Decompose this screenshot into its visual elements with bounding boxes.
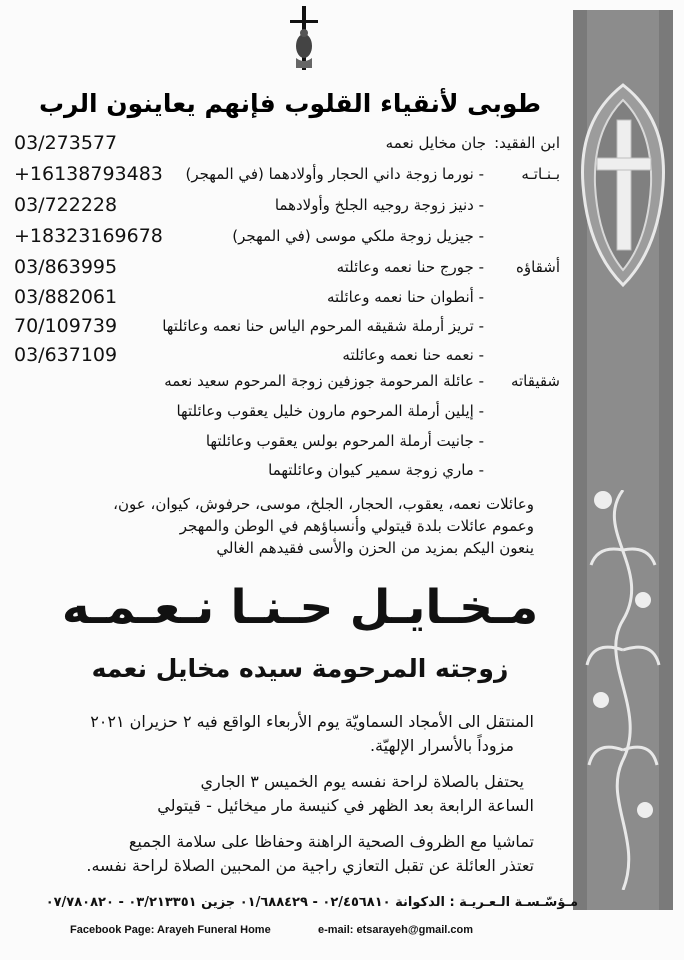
family-row xyxy=(0,342,574,368)
family-row-entry: - جيزيل زوجة ملكي موسى (في المهجر) xyxy=(232,227,484,245)
family-row-entry: - تريز أرملة شقيقه المرحوم الياس حنا نعمه وعائلتها xyxy=(162,317,484,335)
family-row xyxy=(0,130,574,156)
family-row-phone: 03/273577 xyxy=(14,132,118,154)
notice-line: تماشيا مع الظروف الصحية الراهنة وحفاظا على سلامة الجميع xyxy=(128,832,534,851)
family-row xyxy=(0,457,574,483)
family-row xyxy=(0,368,574,394)
family-row-phone: 03/637109 xyxy=(14,344,118,366)
family-row-entry: - جانيت أرملة المرحوم بولس يعقوب وعائلتها xyxy=(205,432,484,450)
deceased-name: مـخـايـل حـنـا نـعـمـه xyxy=(61,580,539,635)
family-row-phone: +16138793483 xyxy=(14,163,163,185)
family-row-entry: - أنطوان حنا نعمه وعائلته xyxy=(326,288,484,306)
family-row-phone: 03/882061 xyxy=(14,286,118,308)
funeral-home-contact: مـؤسّـسـة الـعـريـة : الدكوانة ٠٢/٤٥٦٨١٠ - ٠١/٦٨٨٤٢٩ جزين ٠٣/٢١٣٣٥١ - ٠٧/٧٨٠٨٢٠ xyxy=(45,895,578,910)
family-row-label: أشقاؤه xyxy=(516,258,560,276)
prayer-line: يحتفل بالصلاة لراحة نفسه يوم الخميس ٣ الجاري xyxy=(200,772,524,791)
family-row-phone: 03/722228 xyxy=(14,194,118,216)
family-row-entry: - نورما زوجة داني الحجار وأولادهما (في المهجر) xyxy=(185,165,484,183)
cross-emblem-icon xyxy=(286,6,322,72)
families-line: وعائلات نعمه، يعقوب، الحجار، الجلخ، موسى، حرفوش، كيوان، عون، xyxy=(113,495,534,513)
death-line: المنتقل الى الأمجاد السماويّة يوم الأربعاء الواقع فيه ٢ حزيران ٢٠٢١ xyxy=(90,712,534,731)
families-line: وعموم عائلات بلدة قيتولي وأنسباؤهم في الوطن والمهجر xyxy=(179,517,534,535)
family-row xyxy=(0,313,574,339)
prayer-line: الساعة الرابعة بعد الظهر في كنيسة مار ميخائيل - قيتولي xyxy=(157,796,534,815)
facebook-link[interactable]: Facebook Page: Arayeh Funeral Home xyxy=(70,924,271,936)
family-row xyxy=(0,192,574,218)
family-row-entry: جان مخايل نعمه xyxy=(385,134,486,152)
family-row-phone: 03/863995 xyxy=(14,256,118,278)
family-row xyxy=(0,428,574,454)
family-row xyxy=(0,398,574,424)
family-row-label: شقيقاته xyxy=(510,372,560,390)
notice-line: تعتذر العائلة عن تقبل التعازي راجية من المحبين الصلاة لراحة نفسه. xyxy=(86,856,534,875)
family-row-entry: - جورج حنا نعمه وعائلته xyxy=(336,258,484,276)
page-title: طوبى لأنقياء القلوب فإنهم يعاينون الرب xyxy=(38,89,542,118)
border-cross-icon xyxy=(573,80,673,290)
flower-ornament-icon xyxy=(573,490,673,890)
families-line: ينعون اليكم بمزيد من الحزن والأسى فقيدهم الغالي xyxy=(216,539,534,557)
email-link[interactable]: e-mail: etsarayeh@gmail.com xyxy=(318,924,474,936)
family-row-entry: - نعمه حنا نعمه وعائلته xyxy=(342,346,484,364)
family-row-entry: - دنيز زوجة روجيه الجلخ وأولادهما xyxy=(274,196,484,214)
deceased-wife: زوجته المرحومة سيده مخايل نعمه xyxy=(91,654,509,683)
family-row-entry: - ماري زوجة سمير كيوان وعائلتهما xyxy=(268,461,484,479)
family-row-label: ابن الفقيد: xyxy=(494,134,560,152)
death-line: مزوداً بالأسرار الإلهيّة. xyxy=(369,736,514,755)
family-row-label: بـنـاتـه xyxy=(521,165,560,183)
family-row xyxy=(0,284,574,310)
family-row xyxy=(0,161,574,187)
family-row-entry: - إيلين أرملة المرحوم مارون خليل يعقوب وعائلتها xyxy=(176,402,484,420)
family-row xyxy=(0,223,574,249)
family-row-phone: 70/109739 xyxy=(14,315,118,337)
family-row xyxy=(0,254,574,280)
family-row-phone: +18323169678 xyxy=(14,225,163,247)
family-row-entry: - عائلة المرحومة جوزفين زوجة المرحوم سعيد نعمه xyxy=(164,372,484,390)
decorative-border xyxy=(573,10,673,910)
